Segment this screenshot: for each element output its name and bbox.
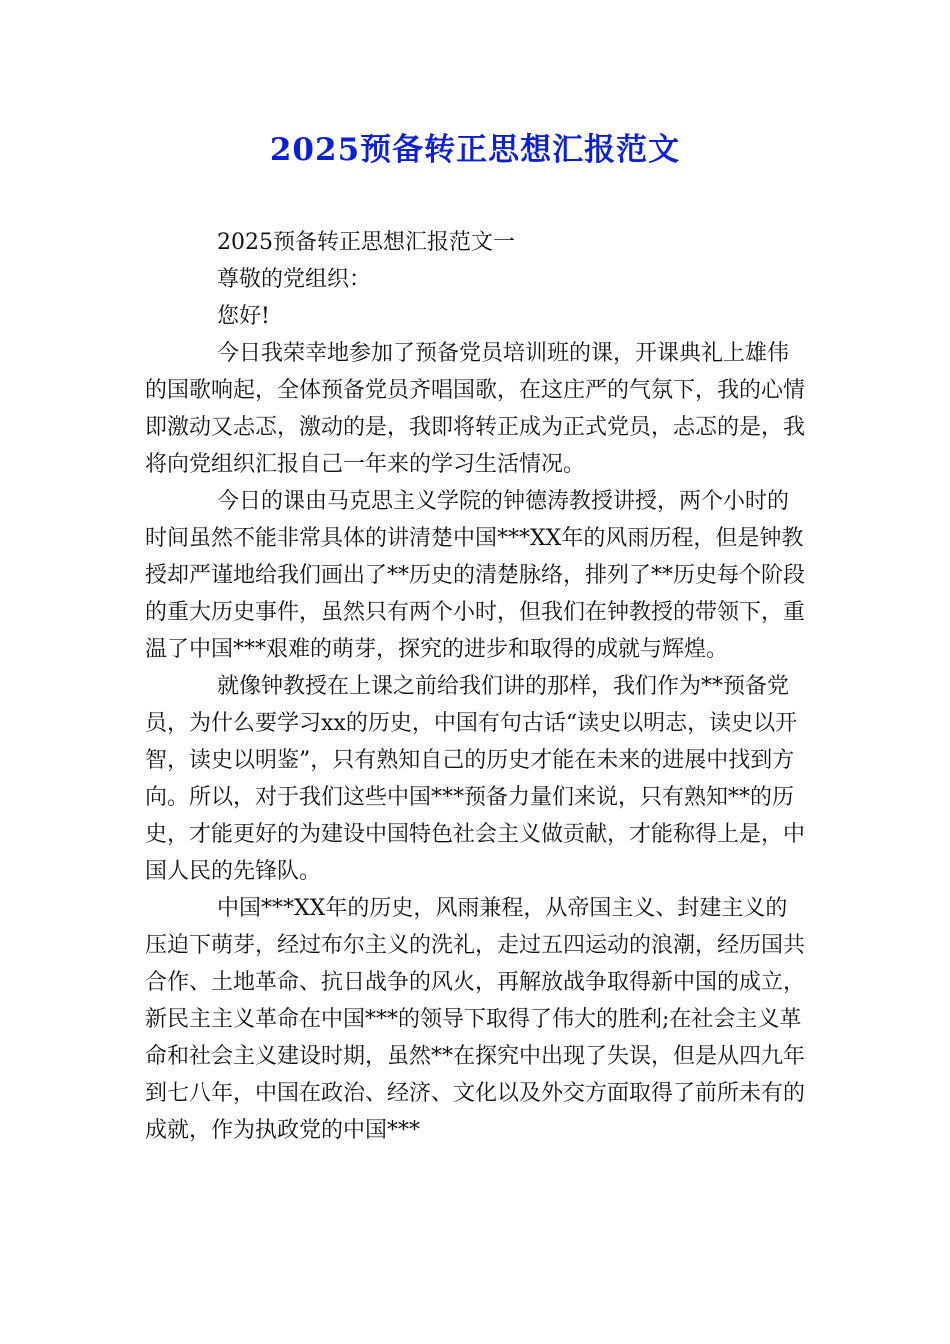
body-paragraph: 今日我荣幸地参加了预备党员培训班的课，开课典礼上雄伟的国歌响起，全体预备党员齐唱国歌，在这庄严的气氛下，我的心情即激动又忐忑，激动的是，我即将转正成为正式党员，忐忑的是，我将向党组织汇报自己一年来的学习生活情况。	[145, 341, 806, 477]
document-title: 2025预备转正思想汇报范文	[269, 132, 681, 168]
body-paragraph: 就像钟教授在上课之前给我们讲的那样，我们作为**预备党员，为什么要学习xx的历史，中国有句古话“读史以明志，读史以开智，读史以明鉴”，只有熟知自己的历史才能在未来的进展中找到方向。所以，对于我们这些中国***预备力量们来说，只有熟知**的历史，才能更好的为建设中国特色社会主义做贡献，才能称得上是，中国人民的先锋队。	[145, 674, 806, 884]
greeting: 您好!	[217, 304, 270, 329]
salutation: 尊敬的党组织：	[217, 267, 372, 292]
document-body	[145, 224, 807, 1149]
section-heading: 2025预备转正思想汇报范文一	[217, 230, 515, 255]
body-paragraph: 中国***XX年的历史，风雨兼程，从帝国主义、封建主义的压迫下萌芽，经过布尔主义的洗礼，走过五四运动的浪潮，经历国共合作、土地革命、抗日战争的风火，再解放战争取得新中国的成立，新民主主义革命在中国***的领导下取得了伟大的胜利;在社会主义革命和社会主义建设时期，虽然**在探究中出现了失误，但是从四九年到七八年，中国在政治、经济、文化以及外交方面取得了前所未有的成就，作为执政党的中国***	[145, 896, 806, 1143]
body-paragraph: 今日的课由马克思主义学院的钟德涛教授讲授，两个小时的时间虽然不能非常具体的讲清楚中国***XX年的风雨历程，但是钟教授却严谨地给我们画出了**历史的清楚脉络，排列了**历史每个阶段的重大历史事件，虽然只有两个小时，但我们在钟教授的带领下，重温了中国***艰难的萌芽，探究的进步和取得的成就与辉煌。	[145, 489, 806, 662]
